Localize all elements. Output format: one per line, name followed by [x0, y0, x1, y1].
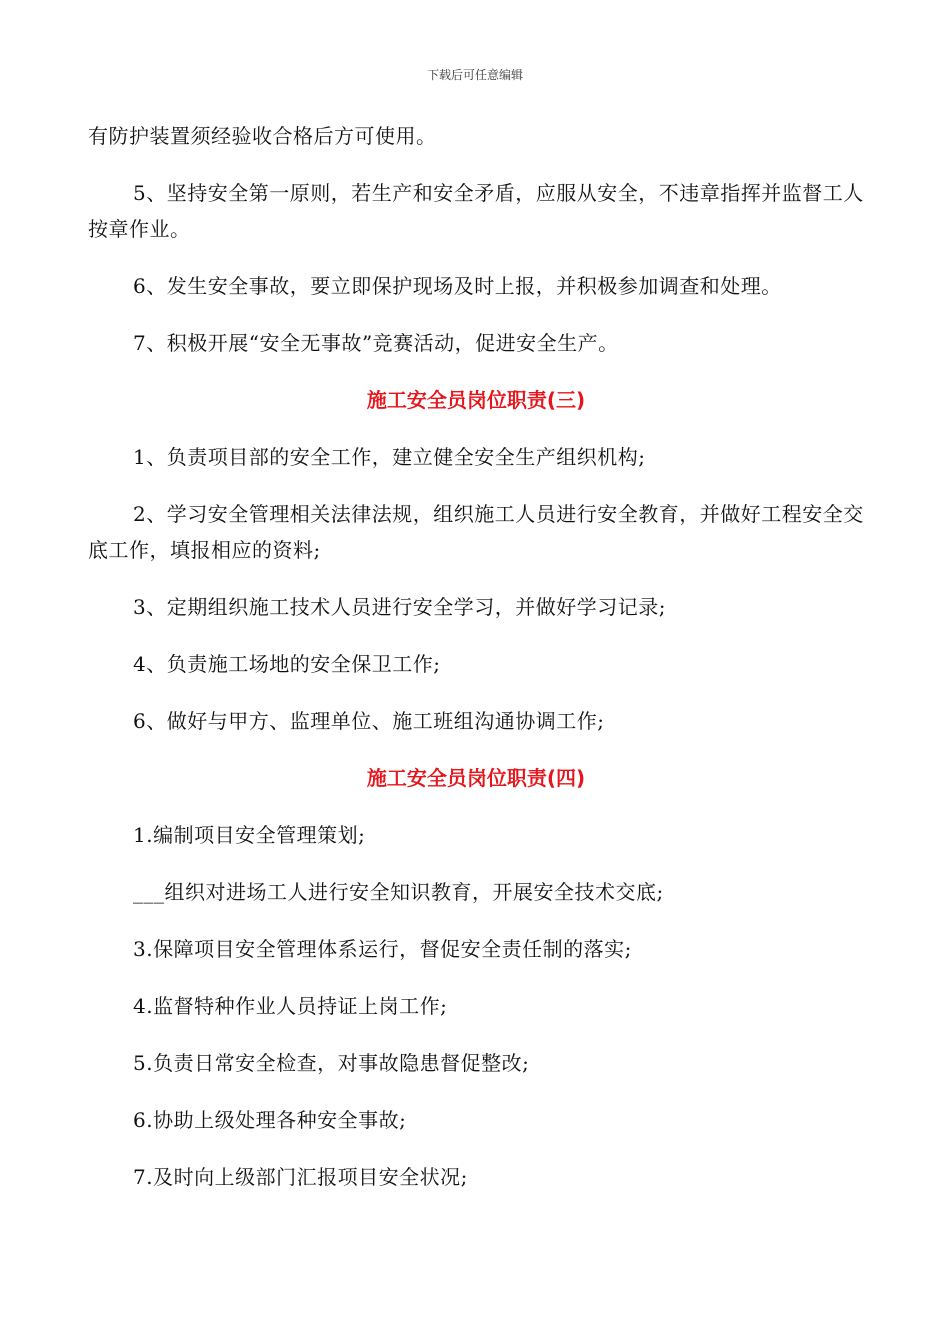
- list-item: 6、做好与甲方、监理单位、施工班组沟通协调工作;: [133, 709, 605, 733]
- paragraph: 5、坚持安全第一原则，若生产和安全矛盾，应服从安全，不违章指挥并监督工人按章作业。: [88, 181, 864, 241]
- document-body: [88, 118, 864, 1216]
- list-item: 7.及时向上级部门汇报项目安全状况;: [133, 1165, 468, 1189]
- list-item: ___组织对进场工人进行安全知识教育，开展安全技术交底;: [133, 880, 664, 904]
- list-item: 4.监督特种作业人员持证上岗工作;: [133, 994, 448, 1018]
- list-item: 6.协助上级处理各种安全事故;: [133, 1108, 407, 1132]
- list-item: 3.保障项目安全管理体系运行，督促安全责任制的落实;: [133, 937, 632, 961]
- paragraph: 6、发生安全事故，要立即保护现场及时上报，并积极参加调查和处理。: [133, 274, 782, 298]
- list-item: 4、负责施工场地的安全保卫工作;: [133, 652, 441, 676]
- paragraph: 7、积极开展“安全无事故”竞赛活动，促进安全生产。: [133, 331, 619, 355]
- list-item: 5.负责日常安全检查，对事故隐患督促整改;: [133, 1051, 530, 1075]
- page-header: 下载后可任意编辑: [426, 68, 523, 82]
- paragraph: 有防护装置须经验收合格后方可使用。: [88, 124, 437, 148]
- section-title: 施工安全员岗位职责(四): [366, 766, 586, 790]
- list-item: 1、负责项目部的安全工作，建立健全安全生产组织机构;: [133, 445, 646, 469]
- list-item: 1.编制项目安全管理策划;: [133, 823, 366, 847]
- list-item: 2、学习安全管理相关法律法规，组织施工人员进行安全教育，并做好工程安全交底工作，填报相应的资料;: [88, 502, 864, 562]
- section-title: 施工安全员岗位职责(三): [366, 388, 586, 412]
- list-item: 3、定期组织施工技术人员进行安全学习，并做好学习记录;: [133, 595, 666, 619]
